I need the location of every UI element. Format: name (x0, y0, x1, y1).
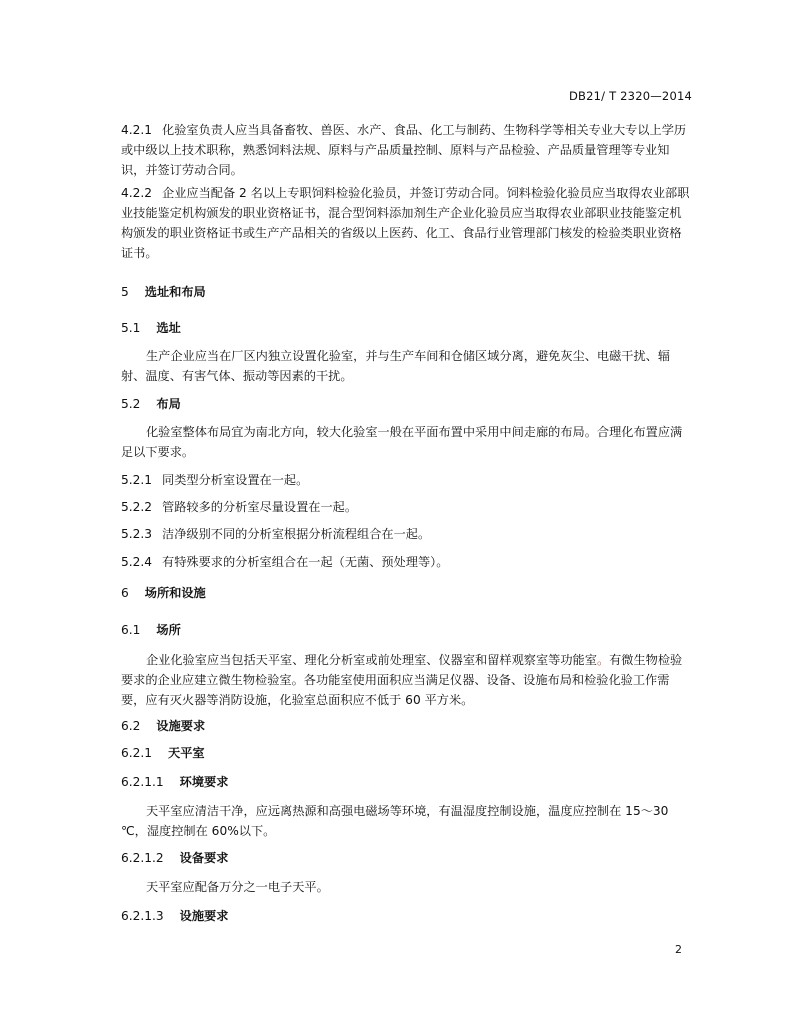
clause-5-2-2 (121, 497, 693, 517)
clause-5-2-4 (121, 552, 693, 572)
section-6-2-1-3-heading (121, 906, 693, 926)
heading-title: 天平室 (168, 746, 205, 760)
clause-text: 企业应当配备 2 名以上专职饲料检验化验员，并签订劳动合同。饲料检验化验员应当取得农业部职业技能鉴定机构颁发的职业资格证书，混合型饲料添加剂生产企业化验员应当取得农业部职业技能鉴定机构颁发的职业资格证书或生产产品相关的省级以上医药、化工、食品行业管理部门核发的检验类职业资格证书。 (121, 186, 690, 260)
section-6-1-text (121, 650, 693, 710)
red-mark: 。 (596, 653, 610, 667)
section-5-1-text: 生产企业应当在厂区内独立设置化验室，并与生产车间和仓储区域分离，避免灰尘、电磁干扰、辐射、温度、有害气体、振动等因素的干扰。 (121, 349, 671, 383)
clause-text: 管路较多的分析室尽量设置在一起。 (162, 500, 358, 514)
clause-number: 5.2.3 (121, 527, 153, 541)
text-part: 有微生物检验要求的企业应建立微生物检验室。各功能室使用面积应当满足仪器、设备、设施布局和检验化验工作需要，应有灭火器等消防设施，化验室总面积应不低于 60 平方米。 (121, 653, 683, 707)
clause-number: 5.2.4 (121, 555, 153, 569)
text-part: 企业化验室应当包括天平室、理化分析室或前处理室、仪器室和留样观察室等功能室 (146, 653, 597, 667)
section-5-2-heading (121, 394, 693, 414)
heading-title: 设备要求 (179, 851, 229, 865)
clause-number: 5.2.2 (121, 500, 153, 514)
heading-title: 选址 (156, 321, 181, 335)
section-5-1-heading (121, 318, 693, 338)
heading-number: 5.1 (121, 321, 141, 335)
clause-number: 5.2.1 (121, 473, 153, 487)
heading-number: 6.2.1.1 (121, 775, 164, 789)
heading-title: 选址和布局 (144, 285, 206, 299)
heading-number: 6.2.1 (121, 746, 153, 760)
heading-title: 场所和设施 (144, 586, 206, 600)
heading-number: 6.2.1.3 (121, 909, 164, 923)
heading-title: 设施要求 (179, 909, 229, 923)
clause-5-2-1 (121, 470, 693, 490)
heading-number: 6.2 (121, 719, 141, 733)
heading-number: 6.2.1.2 (121, 851, 164, 865)
clause-text: 洁净级别不同的分析室根据分析流程组合在一起。 (162, 527, 431, 541)
section-6-2-1-1-text: 天平室应清洁干净，应远离热源和高强电磁场等环境，有温湿度控制设施，温度应控制在 15～30 ℃，湿度控制在 60%以下。 (121, 804, 669, 838)
section-6-2-1-2-heading (121, 848, 693, 868)
section-6-heading (121, 583, 693, 603)
clause-text: 有特殊要求的分析室组合在一起（无菌、预处理等）。 (162, 555, 449, 569)
document-code: DB21/ T 2320—2014 (568, 89, 692, 103)
section-6-2-1-2-text: 天平室应配备万分之一电子天平。 (146, 880, 329, 894)
section-6-2-1-1-heading (121, 772, 693, 792)
heading-number: 6 (121, 586, 129, 600)
heading-title: 布局 (156, 397, 181, 411)
heading-title: 场所 (156, 623, 181, 637)
clause-number: 4.2.1 (121, 123, 153, 137)
clause-number: 4.2.2 (121, 186, 153, 200)
section-6-1-heading (121, 620, 693, 640)
heading-title: 环境要求 (179, 775, 229, 789)
clause-5-2-3 (121, 524, 693, 544)
heading-number: 6.1 (121, 623, 141, 637)
section-5-heading (121, 282, 693, 302)
heading-number: 5.2 (121, 397, 141, 411)
clause-text: 同类型分析室设置在一起。 (162, 473, 309, 487)
section-6-2-1-heading (121, 743, 693, 763)
page-number: 2 (675, 943, 682, 956)
section-6-2-heading (121, 716, 693, 736)
section-5-2-text: 化验室整体布局宜为南北方向，较大化验室一般在平面布置中采用中间走廊的布局。合理化布置应满足以下要求。 (121, 425, 683, 459)
clause-4-2-2 (121, 183, 693, 263)
heading-number: 5 (121, 285, 129, 299)
clause-4-2-1 (121, 120, 693, 180)
heading-title: 设施要求 (156, 719, 206, 733)
clause-text: 化验室负责人应当具备畜牧、兽医、水产、食品、化工与制药、生物科学等相关专业大专以上学历或中级以上技术职称，熟悉饲料法规、原料与产品质量控制、原料与产品检验、产品质量管理等专业知识，并签订劳动合同。 (121, 123, 687, 177)
